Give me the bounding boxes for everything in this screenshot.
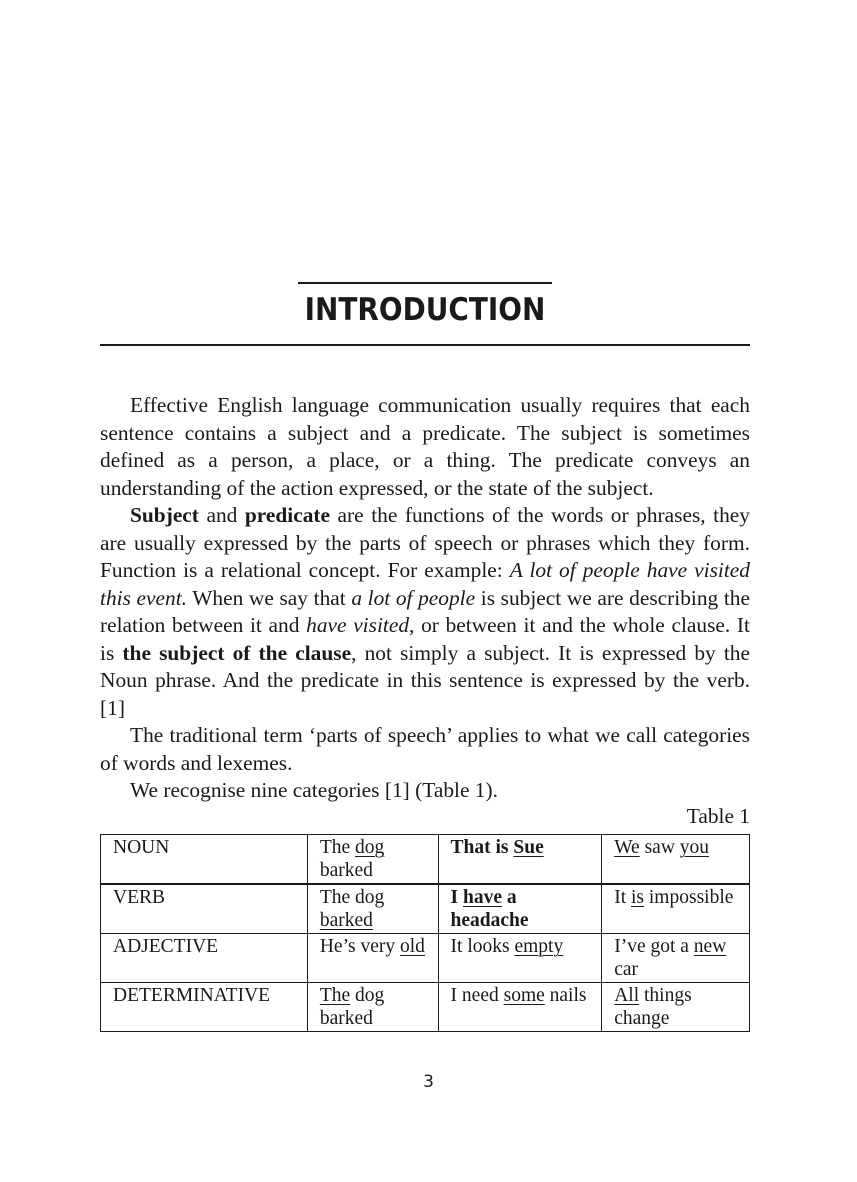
body-text xyxy=(100,392,750,805)
category-cell: ADJECTIVE xyxy=(101,934,308,983)
term-subject: Subject xyxy=(130,503,199,527)
table-row xyxy=(101,983,750,1032)
example-cell: The dog barked xyxy=(307,983,438,1032)
example-cell: That is Sue xyxy=(438,835,602,885)
text-run: are the functions of the words or phrases, they are usually expressed by the parts of speech or phrases which they form. Function is a relational concept. For example: xyxy=(100,503,750,582)
example-cell: We saw you xyxy=(602,835,750,885)
text-run: , or between it and the whole clause. It is xyxy=(100,613,750,665)
example-cell: It is impossible xyxy=(602,884,750,934)
paragraph-2 xyxy=(100,502,750,722)
table-caption: Table 1 xyxy=(686,804,750,828)
text-run: and xyxy=(198,503,245,527)
category-cell: NOUN xyxy=(101,835,308,885)
heading-top-rule xyxy=(298,282,552,284)
category-cell: DETERMINATIVE xyxy=(101,983,308,1032)
example-cell: I have a headache xyxy=(438,884,602,934)
example-cell: I need some nails xyxy=(438,983,602,1032)
term-subject-of-clause: the subject of the clause xyxy=(122,640,352,665)
example-subject: a lot of people xyxy=(351,585,476,610)
example-cell: It looks empty xyxy=(438,934,602,983)
heading-bottom-rule xyxy=(100,344,750,346)
category-cell: VERB xyxy=(101,884,308,934)
example-sentence: A lot of people have visited this event. xyxy=(100,558,750,610)
paragraph-3: The traditional term ‘parts of speech’ applies to what we call categories of words and lexemes. xyxy=(100,723,750,775)
paragraph-4: We recognise nine categories [1] (Table 1). xyxy=(130,778,498,802)
text-run: , not simply a subject. It is expressed by the Noun phrase. And the predicate in this sentence is expressed by the verb. [1] xyxy=(100,640,750,720)
table-row xyxy=(101,934,750,983)
example-cell: I’ve got a new car xyxy=(602,934,750,983)
table-row xyxy=(101,835,750,885)
paragraph-1: Effective English language communication usually requires that each sentence contains a subject and a predicate. The subject is sometimes defined as a person, a place, or a thing. The predicate conveys an understanding of the action expressed, or the state of the subject. xyxy=(100,393,750,500)
table-row xyxy=(101,884,750,934)
categories-table xyxy=(100,834,750,1032)
term-predicate: predicate xyxy=(244,503,331,527)
example-verb: have visited xyxy=(306,613,410,637)
text-run: is subject we are describing the relation between it and xyxy=(100,585,750,637)
example-cell: All things change xyxy=(602,983,750,1032)
example-cell: He’s very old xyxy=(307,934,438,983)
page-number: 3 xyxy=(423,1072,434,1092)
text-run: When we say that xyxy=(187,585,352,610)
example-cell: The dog barked xyxy=(307,884,438,934)
page-heading: INTRODUCTION xyxy=(304,292,546,328)
example-cell: The dog barked xyxy=(307,835,438,885)
